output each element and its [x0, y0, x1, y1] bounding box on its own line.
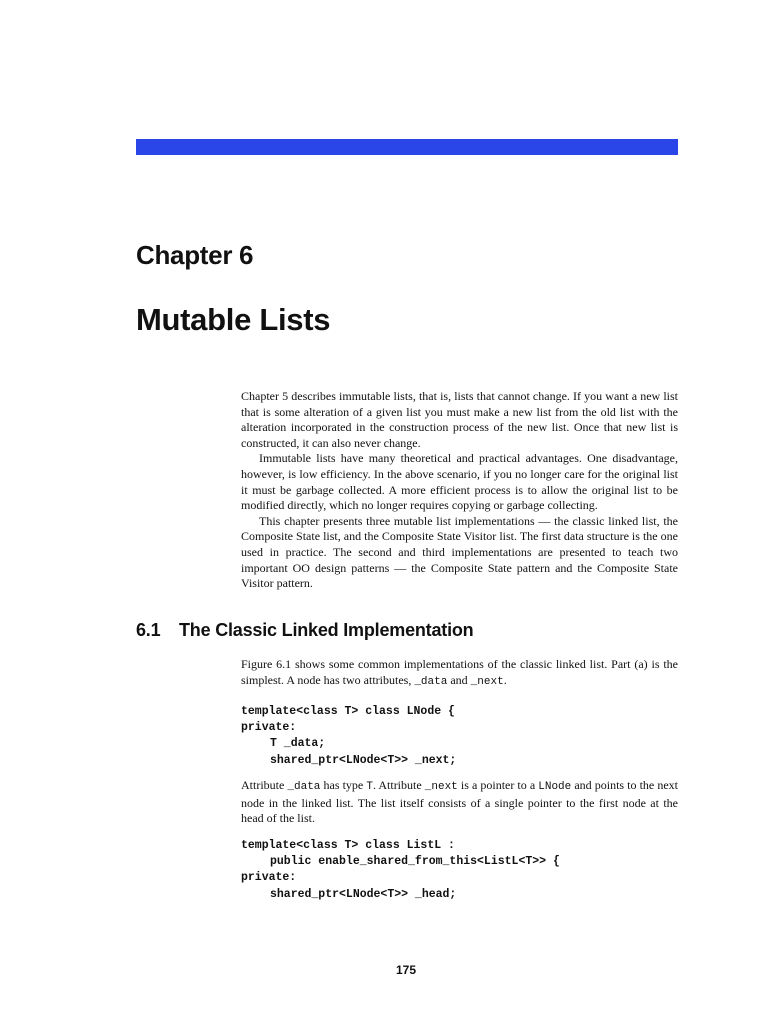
code-line: shared_ptr<LNode<T>> _next;	[270, 753, 457, 767]
chapter-title: Mutable Lists	[136, 302, 331, 337]
code-line: public enable_shared_from_this<ListL<T>> {	[270, 855, 560, 869]
code-block-listl	[241, 838, 560, 903]
text-run: .	[503, 672, 507, 687]
page-number: 175	[395, 963, 417, 977]
section-heading	[136, 620, 473, 641]
code-line: private:	[241, 871, 297, 885]
inline-code: LNode	[538, 781, 572, 793]
chapter-color-bar	[136, 139, 678, 155]
text-run: is a pointer to a	[457, 778, 539, 792]
text-run: has type	[320, 778, 367, 792]
code-line: private:	[241, 721, 297, 735]
intro-text	[241, 389, 678, 592]
text-run: and	[447, 672, 471, 687]
code-line: template<class T> class LNode {	[241, 705, 455, 718]
section-paragraph-1	[241, 657, 678, 690]
inline-code: _data	[287, 781, 321, 793]
section-paragraph-2	[241, 778, 678, 827]
inline-code: _next	[470, 675, 504, 688]
inline-code: _data	[414, 675, 448, 688]
text-run: Attribute	[241, 778, 288, 792]
code-line: shared_ptr<LNode<T>> _head;	[270, 887, 457, 901]
chapter-label: Chapter 6	[136, 240, 254, 270]
text-run: . Attribute	[372, 778, 425, 792]
section-title: The Classic Linked Implementation	[179, 620, 474, 640]
text-run: and points to the next node in the linked list. The list itself consists of a single pointer to the first node at the head of the list.	[241, 778, 678, 826]
intro-paragraph-1: Chapter 5 describes immutable lists, that is, lists that cannot change. If you want a new list that is some alteration of a given list you must make a new list from the old list with the alteration incorporated in the construction process of the new list. Once that new list is constructed, it can also never change.	[241, 389, 678, 450]
text-run: Figure 6.1 shows some common implementations of the classic linked list. Part (a) is the simplest. A node has two attributes,	[241, 657, 678, 687]
code-line: T _data;	[270, 737, 326, 751]
intro-paragraph-3: This chapter presents three mutable list implementations — the classic linked list, the Composite State list, and the Composite State Visitor list. The first data structure is the one used in practice. The second and third implementations are presented to teach two important OO design patterns — the Composite State pattern and the Composite State Visitor pattern.	[241, 513, 678, 591]
inline-code: _next	[424, 781, 458, 793]
code-line: template<class T> class ListL :	[241, 839, 455, 852]
section-number: 6.1	[136, 620, 161, 640]
intro-paragraph-2: Immutable lists have many theoretical and practical advantages. One disadvantage, however, is low efficiency. In the above scenario, if you no longer care for the original list it must be garbage collected. A more efficient process is to allow the original list to be modified directly, which no longer requires copying or garbage collecting.	[241, 451, 678, 513]
inline-code: T	[366, 781, 373, 793]
code-block-lnode	[241, 704, 456, 769]
